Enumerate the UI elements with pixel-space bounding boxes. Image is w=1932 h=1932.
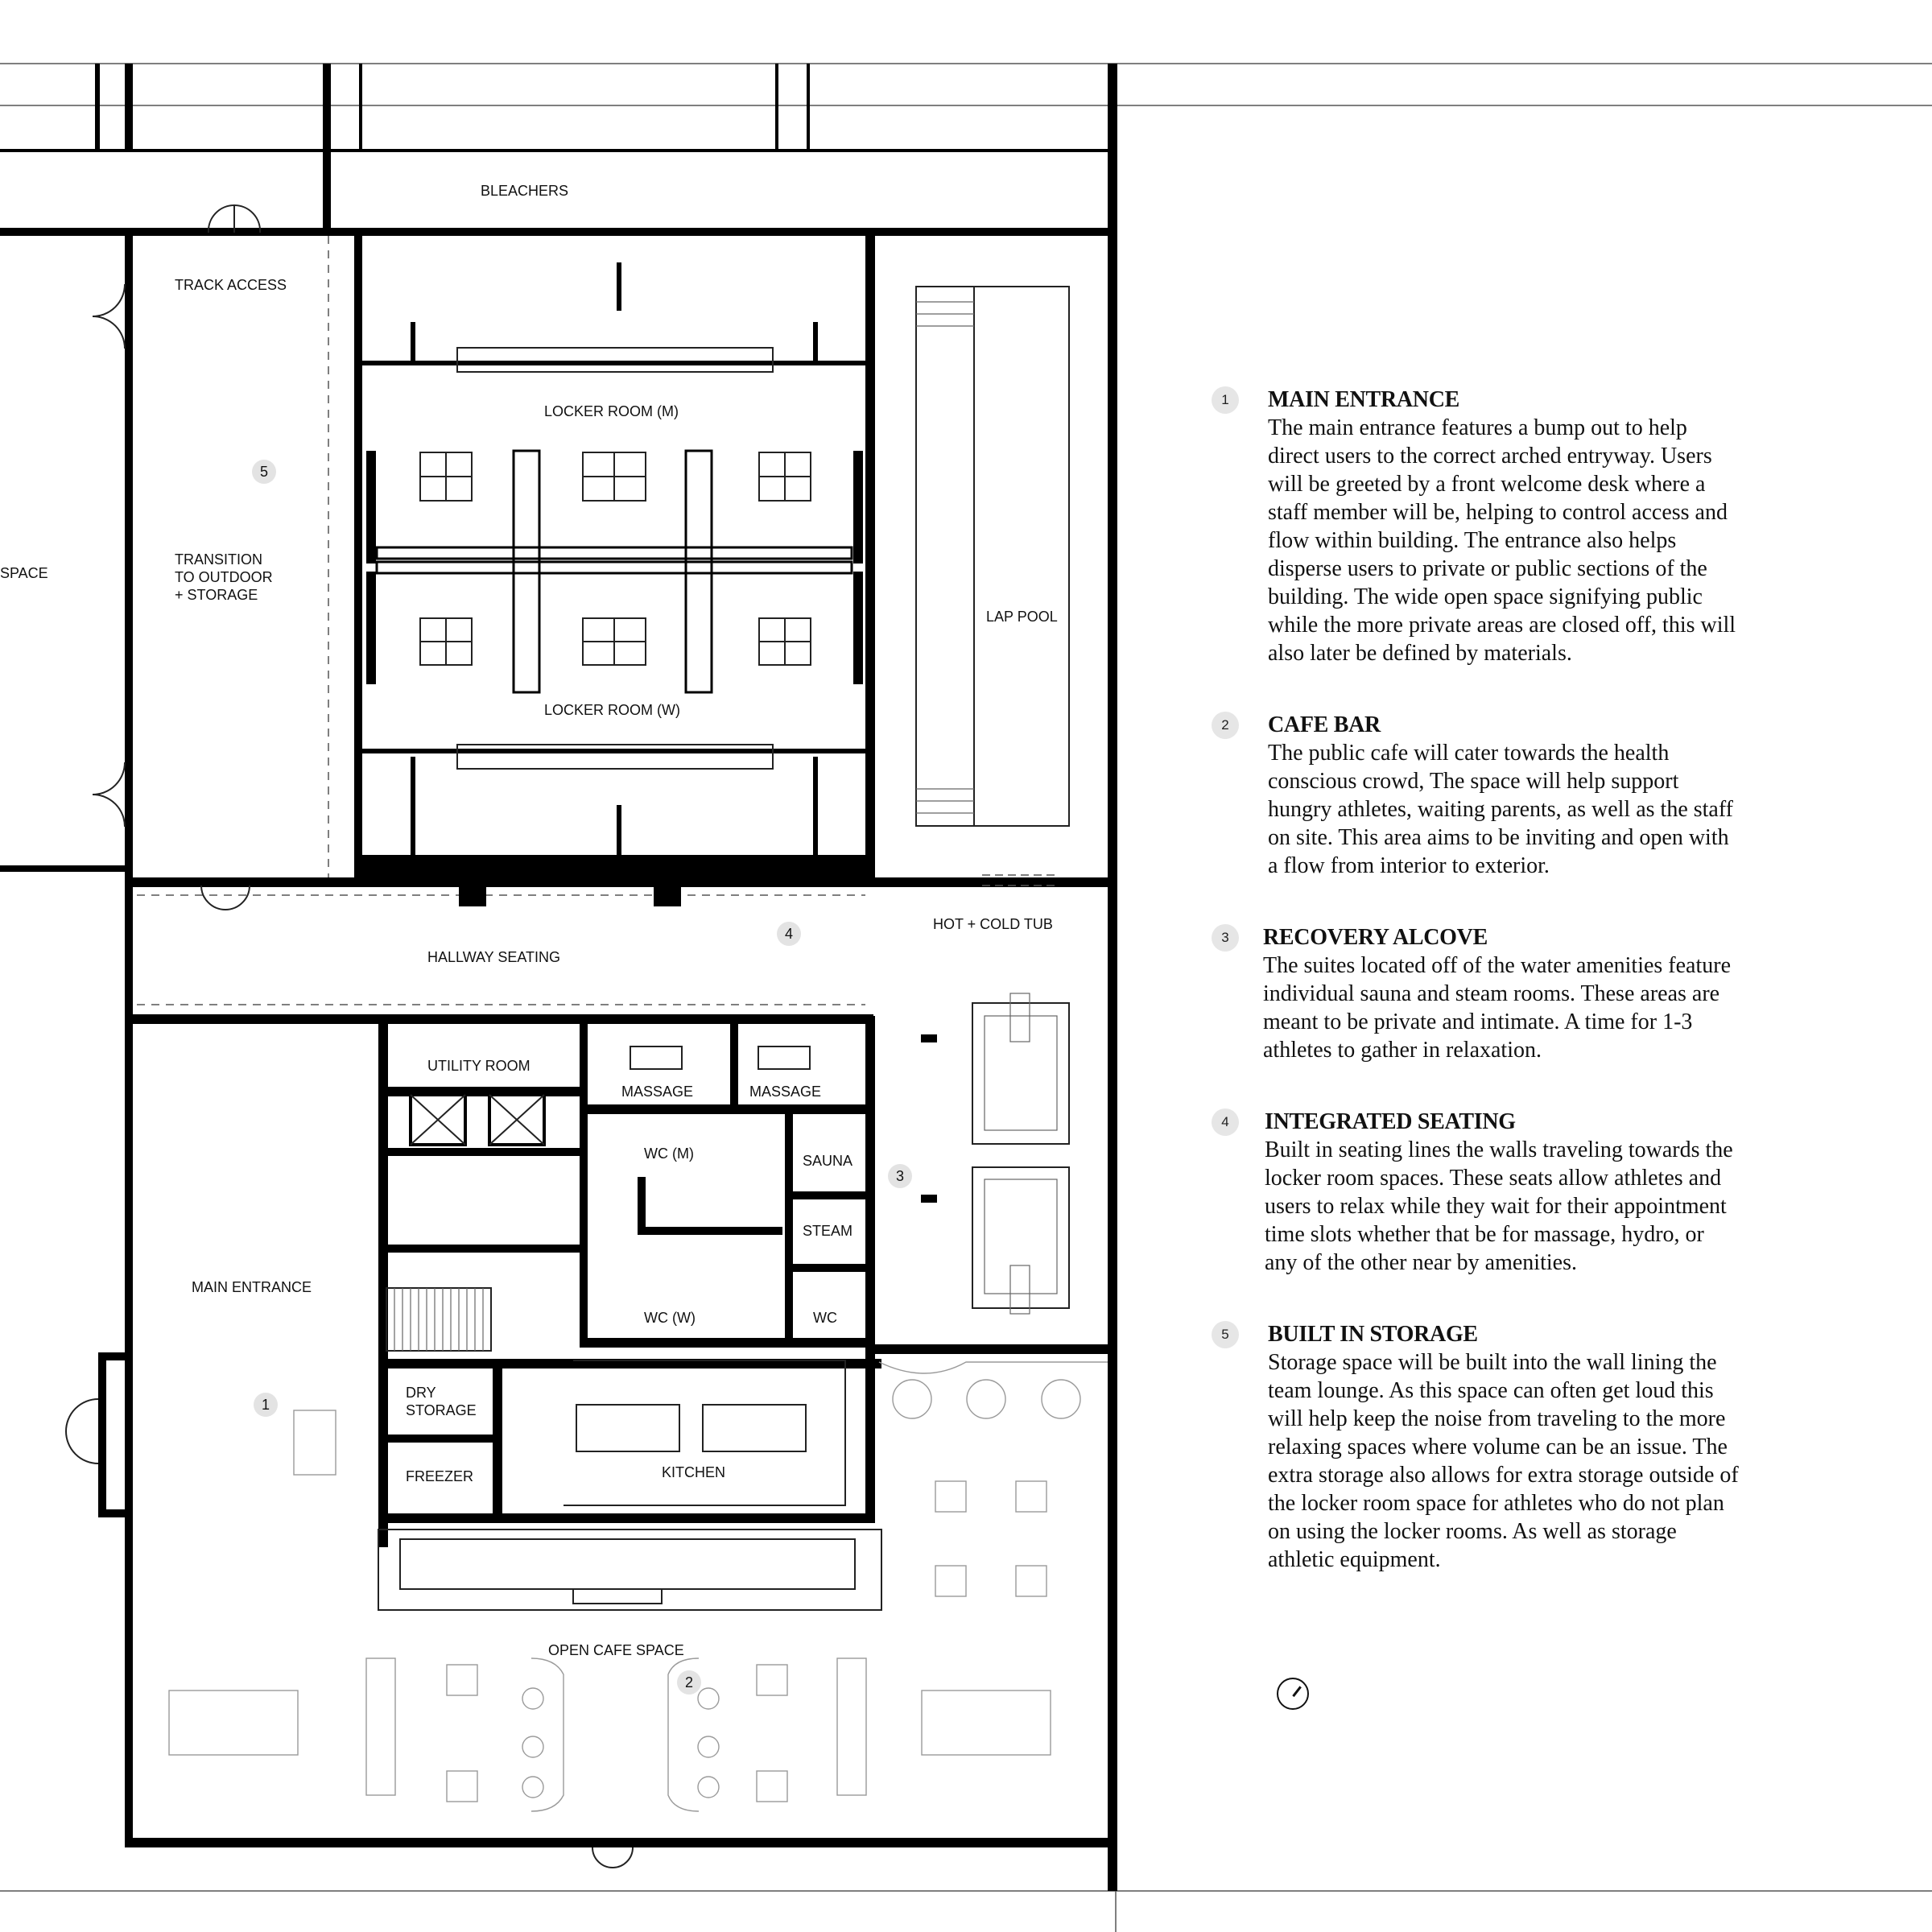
note-title: BUILT IN STORAGE <box>1268 1322 1478 1347</box>
label-dry-storage-2: STORAGE <box>406 1402 477 1418</box>
marker-3: 3 <box>896 1168 905 1184</box>
label-wc: WC <box>813 1310 837 1326</box>
note-body-line: staff member will be, helping to control access and <box>1268 500 1728 525</box>
note-body-line: flow within building. The entrance also helps <box>1268 528 1677 553</box>
note-body-line: Built in seating lines the walls traveling towards the <box>1265 1137 1733 1162</box>
note-body-line: The main entrance features a bump out to help <box>1268 415 1687 440</box>
note-body-line: athletes to gather in relaxation. <box>1263 1038 1542 1063</box>
note-1 <box>1212 386 1839 667</box>
note-body-line: meant to be private and intimate. A time for 1-3 <box>1263 1009 1693 1034</box>
note-body-line: building. The wide open space signifying public <box>1268 584 1703 609</box>
label-hallway-seating: HALLWAY SEATING <box>427 949 561 965</box>
label-locker-room-m: LOCKER ROOM (M) <box>544 403 679 419</box>
marker-1: 1 <box>262 1397 270 1413</box>
label-transition-1: TRANSITION <box>175 551 263 568</box>
label-transition-2: TO OUTDOOR <box>175 569 273 585</box>
note-body-line: Storage space will be built into the wall lining the <box>1268 1350 1717 1375</box>
note-title: MAIN ENTRANCE <box>1268 387 1459 412</box>
marker-2: 2 <box>685 1674 694 1690</box>
doors <box>66 205 633 1868</box>
note-body-line: the locker room space for athletes who do not plan <box>1268 1491 1724 1516</box>
label-wc-w: WC (W) <box>644 1310 696 1326</box>
note-body-line: locker room spaces. These seats allow athletes and <box>1265 1166 1722 1191</box>
label-massage-1: MASSAGE <box>621 1084 694 1100</box>
label-bleachers: BLEACHERS <box>481 183 569 199</box>
notes-list <box>1212 386 1839 1574</box>
tub-area <box>875 993 1108 1373</box>
note-body-line: extra storage also allows for extra storage outside of <box>1268 1463 1739 1488</box>
label-main-entrance: MAIN ENTRANCE <box>192 1279 312 1295</box>
label-freezer: FREEZER <box>406 1468 474 1484</box>
note-2 <box>1212 712 1839 880</box>
note-number-badge: 3 <box>1212 924 1239 952</box>
note-body-line: a flow from interior to exterior. <box>1268 853 1550 878</box>
label-track-access: TRACK ACCESS <box>175 277 287 293</box>
label-kitchen: KITCHEN <box>662 1464 726 1480</box>
note-body-line: any of the other near by amenities. <box>1265 1250 1577 1275</box>
marker-4: 4 <box>785 926 794 942</box>
note-body-line: conscious crowd, The space will help support <box>1268 769 1679 794</box>
note-5 <box>1212 1321 1839 1574</box>
note-body-line: hungry athletes, waiting parents, as well as the staff <box>1268 797 1733 822</box>
label-massage-2: MASSAGE <box>749 1084 822 1100</box>
note-body-line: users to relax while they wait for their appointment <box>1265 1194 1727 1219</box>
note-number-badge: 5 <box>1212 1321 1239 1348</box>
note-body-line: disperse users to private or public sections of the <box>1268 556 1707 581</box>
note-body-line: will help keep the noise from traveling to the more <box>1268 1406 1726 1431</box>
note-body-line: relaxing spaces where volume can be an issue. The <box>1268 1435 1728 1459</box>
note-body-line: The public cafe will cater towards the health <box>1268 741 1670 766</box>
note-body-line: individual sauna and steam rooms. These areas are <box>1263 981 1720 1006</box>
locker-core <box>354 236 1108 886</box>
top-columns <box>0 64 1117 1891</box>
note-3 <box>1212 924 1839 1064</box>
cafe-furniture <box>169 1380 1080 1811</box>
label-utility-room: UTILITY ROOM <box>427 1058 530 1074</box>
note-4 <box>1212 1108 1839 1277</box>
label-locker-room-w: LOCKER ROOM (W) <box>544 702 680 718</box>
label-hot-cold-tub: HOT + COLD TUB <box>933 916 1053 932</box>
note-body-line: on site. This area aims to be inviting and open with <box>1268 825 1729 850</box>
label-open-cafe-space: OPEN CAFE SPACE <box>548 1642 684 1658</box>
label-sauna: SAUNA <box>803 1153 853 1169</box>
note-number-badge: 1 <box>1212 386 1239 414</box>
north-arrow-icon <box>1277 1678 1309 1710</box>
note-body-line: time slots whether that be for massage, hydro, or <box>1265 1222 1704 1247</box>
marker-5: 5 <box>260 464 269 480</box>
note-number-badge: 4 <box>1212 1108 1239 1136</box>
note-body-line: athletic equipment. <box>1268 1547 1441 1572</box>
note-body-line: also later be defined by materials. <box>1268 641 1572 666</box>
label-space: SPACE <box>0 565 48 581</box>
note-body-line: will be greeted by a front welcome desk where a <box>1268 472 1706 497</box>
note-body-line: on using the locker rooms. As well as storage <box>1268 1519 1677 1544</box>
note-title: CAFE BAR <box>1268 712 1381 737</box>
label-lap-pool: LAP POOL <box>986 609 1058 625</box>
note-body-line: team lounge. As this space can often get loud this <box>1268 1378 1714 1403</box>
note-title: INTEGRATED SEATING <box>1265 1109 1516 1134</box>
label-steam: STEAM <box>803 1223 853 1239</box>
label-dry-storage-1: DRY <box>406 1385 436 1401</box>
lap-pool <box>916 287 1069 886</box>
note-body-line: direct users to the correct arched entryway. Users <box>1268 444 1712 469</box>
note-body-line: The suites located off of the water amenities feature <box>1263 953 1732 978</box>
note-body-line: while the more private areas are closed off, this will <box>1268 613 1736 638</box>
note-number-badge: 2 <box>1212 712 1239 739</box>
label-transition-3: + STORAGE <box>175 587 258 603</box>
label-wc-m: WC (M) <box>644 1146 694 1162</box>
outer-walls <box>0 233 1116 1847</box>
room-labels <box>0 183 1058 1658</box>
note-title: RECOVERY ALCOVE <box>1263 925 1488 950</box>
service-core <box>378 1016 881 1610</box>
